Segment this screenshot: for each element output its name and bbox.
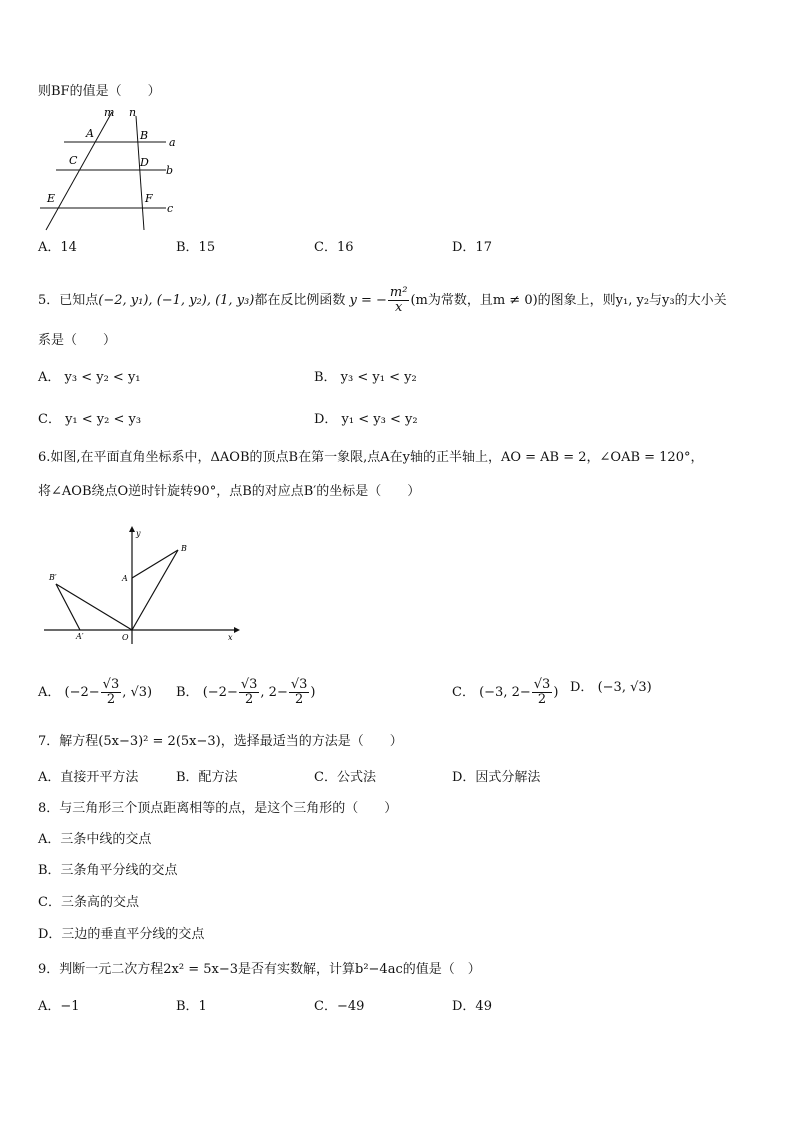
q6-option-b-frac1 xyxy=(239,678,260,707)
q6-option-b-den2: 2 xyxy=(294,692,304,707)
q6-option-d-value: (−3, √3) xyxy=(597,680,652,695)
q8-stem: 8．与三角形三个顶点距离相等的点，是这个三角形的（ ） xyxy=(38,801,398,816)
q7-option-a[interactable]: A．直接开平方法 xyxy=(38,770,139,785)
q4-option-a[interactable]: A．14 xyxy=(38,240,77,255)
q6-option-a-den: 2 xyxy=(106,692,116,707)
q5-text1: 已知点 xyxy=(59,293,99,308)
q6-option-b-pre: (−2− xyxy=(202,685,238,700)
q4-option-c[interactable]: C．16 xyxy=(314,240,354,255)
label-E: E xyxy=(47,192,56,205)
q6-option-a-label: A． xyxy=(38,685,61,700)
q9-stem: 9．判断一元二次方程2x² = 5x−3是否有实数解，计算b²−4ac的值是（ ） xyxy=(38,962,481,977)
q6-option-d-label: D． xyxy=(570,680,594,695)
q5-line1 xyxy=(38,286,727,315)
fig6-label-B: B xyxy=(181,544,187,553)
q5-option-a[interactable]: A． y₃ < y₂ < y₁ xyxy=(38,370,141,385)
q8-option-a[interactable]: A．三条中线的交点 xyxy=(38,832,152,847)
q7-option-b[interactable]: B．配方法 xyxy=(176,770,238,785)
fig6-label-x: x xyxy=(228,633,233,642)
q5-line2: 系是（ ） xyxy=(38,333,117,348)
q5-points: (−2, y₁), (−1, y₂), (1, y₃) xyxy=(98,293,255,308)
q5-text3: (m为常数，且m ≠ 0)的图象上，则y₁, y₂与y₃的大小关 xyxy=(410,293,727,308)
q6-option-a-frac xyxy=(101,678,122,707)
q7-option-c[interactable]: C．公式法 xyxy=(314,770,376,785)
q6-option-c-pre: (−3, 2− xyxy=(479,685,531,700)
q4-stem: 则BF的值是（ ） xyxy=(38,84,161,99)
fig6-label-A1: A′ xyxy=(76,632,84,641)
q5-option-d[interactable]: D． y₁ < y₃ < y₂ xyxy=(314,412,418,427)
label-D: D xyxy=(140,156,149,169)
q6-option-c-label: C． xyxy=(452,685,475,700)
q6-option-c[interactable] xyxy=(452,678,558,707)
q6-option-c-frac xyxy=(532,678,553,707)
q6-option-a-pre: (−2− xyxy=(64,685,100,700)
label-A: A xyxy=(86,127,94,140)
fig6-label-B1: B′ xyxy=(49,573,57,582)
label-F: F xyxy=(145,192,153,205)
q6-option-b-label: B． xyxy=(176,685,199,700)
label-m: m xyxy=(104,106,115,119)
label-n: n xyxy=(129,106,137,119)
q5-func-lhs: y = − xyxy=(349,293,387,308)
q6-option-a-post: , √3) xyxy=(122,685,153,700)
q6-option-a[interactable] xyxy=(38,678,152,707)
q8-option-b[interactable]: B．三条角平分线的交点 xyxy=(38,863,178,878)
fig6-label-A: A xyxy=(122,574,128,583)
q5-fraction xyxy=(388,286,410,315)
q9-option-b[interactable]: B．1 xyxy=(176,999,207,1014)
q4-option-b[interactable]: B．15 xyxy=(176,240,216,255)
q6-option-b-num2: √3 xyxy=(290,677,308,692)
q4-option-d[interactable]: D．17 xyxy=(452,240,492,255)
label-a: a xyxy=(169,136,176,149)
q4-parallel-lines-figure xyxy=(36,104,186,234)
q6-option-b-num1: √3 xyxy=(240,677,258,692)
q6-option-a-num: √3 xyxy=(102,677,120,692)
label-B: B xyxy=(140,129,149,142)
q6-option-c-num: √3 xyxy=(533,677,551,692)
q6-option-b[interactable] xyxy=(176,678,315,707)
q6-option-d[interactable] xyxy=(570,678,652,698)
q9-option-c[interactable]: C．−49 xyxy=(314,999,365,1014)
q5-func-den: x xyxy=(394,300,403,315)
q9-option-a[interactable]: A．−1 xyxy=(38,999,80,1014)
q7-option-d[interactable]: D．因式分解法 xyxy=(452,770,541,785)
q5-text2: 都在反比例函数 xyxy=(254,293,346,308)
q7-stem: 7．解方程(5x−3)² = 2(5x−3)，选择最适当的方法是（ ） xyxy=(38,734,403,749)
q8-option-d[interactable]: D．三边的垂直平分线的交点 xyxy=(38,927,205,942)
q6-option-b-den1: 2 xyxy=(244,692,254,707)
q6-line1: 6.如图,在平面直角坐标系中，ΔAOB的顶点B在第一象限,点A在y轴的正半轴上，AO = AB = 2，∠OAB = 120°， xyxy=(38,450,704,465)
q5-option-b[interactable]: B． y₃ < y₁ < y₂ xyxy=(314,370,417,385)
q8-option-c[interactable]: C．三条高的交点 xyxy=(38,895,139,910)
q6-coordinate-figure xyxy=(44,526,244,646)
q5-option-c[interactable]: C． y₁ < y₂ < y₃ xyxy=(38,412,142,427)
q9-option-d[interactable]: D．49 xyxy=(452,999,492,1014)
fig6-label-O: O xyxy=(122,633,129,642)
q6-option-b-post: ) xyxy=(310,685,316,700)
label-c: c xyxy=(167,202,174,215)
label-C: C xyxy=(69,154,78,167)
q6-option-c-post: ) xyxy=(553,685,559,700)
q6-option-b-frac2 xyxy=(289,678,310,707)
label-b: b xyxy=(166,164,174,177)
q6-line2: 将∠AOB绕点O逆时针旋转90°，点B的对应点B′的坐标是（ ） xyxy=(38,484,421,499)
q6-option-b-mid: , 2− xyxy=(260,685,288,700)
q5-func-num: m² xyxy=(389,285,408,300)
q5-number: 5． xyxy=(38,293,60,308)
q6-option-c-den: 2 xyxy=(537,692,547,707)
fig6-label-y: y xyxy=(136,529,141,538)
